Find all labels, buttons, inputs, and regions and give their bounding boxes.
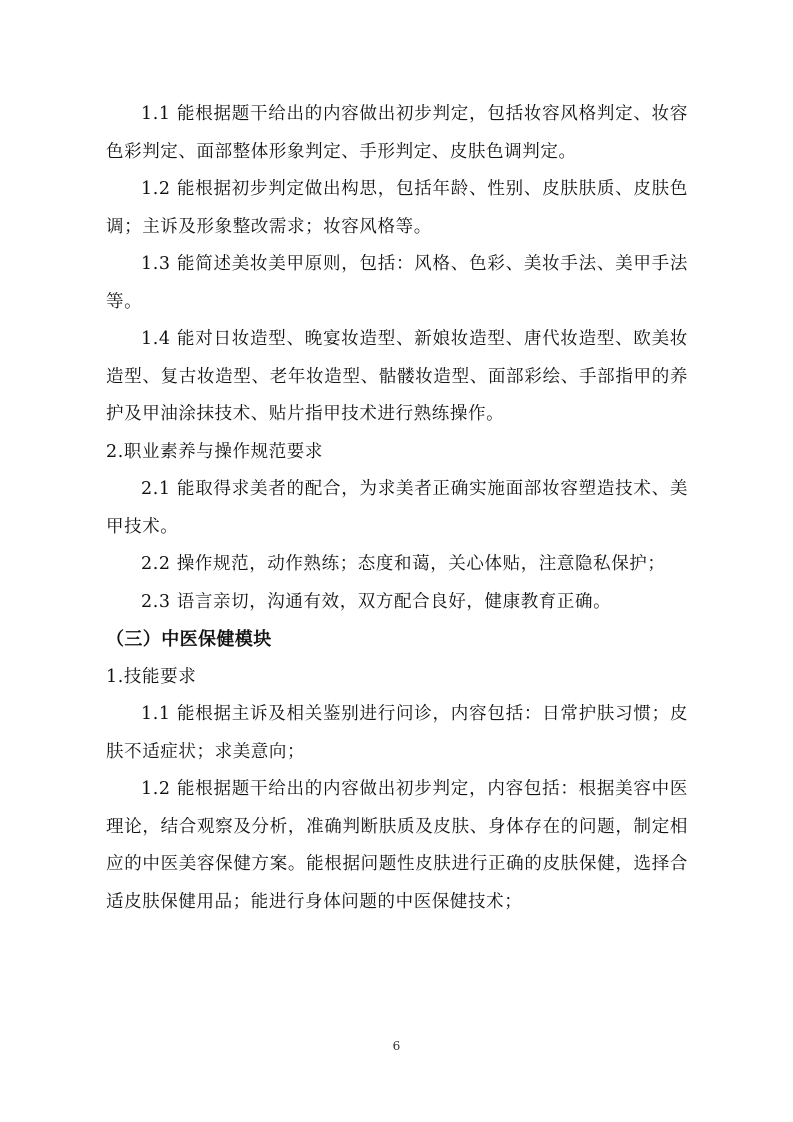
document-body	[106, 96, 688, 921]
paragraph-1-1-makeup-judgment: 1.1 能根据题干给出的内容做出初步判定，包括妆容风格判定、妆容色彩判定、面部整体形象判定、手形判定、皮肤色调判定。	[106, 104, 688, 162]
paragraph-1-2-makeup-concept: 1.2 能根据初步判定做出构思，包括年龄、性别、皮肤肤质、皮肤色调；主诉及形象整改需求；妆容风格等。	[106, 179, 688, 237]
paragraph-1-4-makeup-operations: 1.4 能对日妆造型、晚宴妆造型、新娘妆造型、唐代妆造型、欧美妆造型、复古妆造型、老年妆造型、骷髅妆造型、面部彩绘、手部指甲的养护及甲油涂抹技术、贴片指甲技术进行熟练操作。	[106, 329, 688, 424]
section-heading-professional-requirements: 2.职业素养与操作规范要求	[106, 441, 323, 462]
page-number: 6	[392, 1039, 401, 1053]
paragraph-1-2-tcm-judgment: 1.2 能根据题干给出的内容做出初步判定，内容包括：根据美容中医理论，结合观察及分析，准确判断肤质及皮肤、身体存在的问题，制定相应的中医美容保健方案。能根据问题性皮肤进行正确的皮肤保健，选择合适皮肤保健用品；能进行身体问题的中医保健技术；	[106, 779, 688, 912]
paragraph-2-2-operation-standards: 2.2 操作规范，动作熟练；态度和蔼，关心体贴，注意隐私保护；	[141, 554, 666, 574]
paragraph-2-3-communication: 2.3 语言亲切，沟通有效，双方配合良好，健康教育正确。	[141, 591, 612, 612]
section-heading-skill-requirements: 1.技能要求	[106, 666, 197, 687]
paragraph-1-1-consultation: 1.1 能根据主诉及相关鉴别进行问诊，内容包括：日常护肤习惯；皮肤不适症状；求美意向；	[106, 704, 688, 762]
module-heading-tcm-health: （三）中医保健模块	[106, 629, 272, 650]
paragraph-2-1-cooperation: 2.1 能取得求美者的配合，为求美者正确实施面部妆容塑造技术、美甲技术。	[106, 479, 688, 537]
paragraph-1-3-makeup-principles: 1.3 能简述美妆美甲原则，包括：风格、色彩、美妆手法、美甲手法等。	[106, 254, 688, 312]
